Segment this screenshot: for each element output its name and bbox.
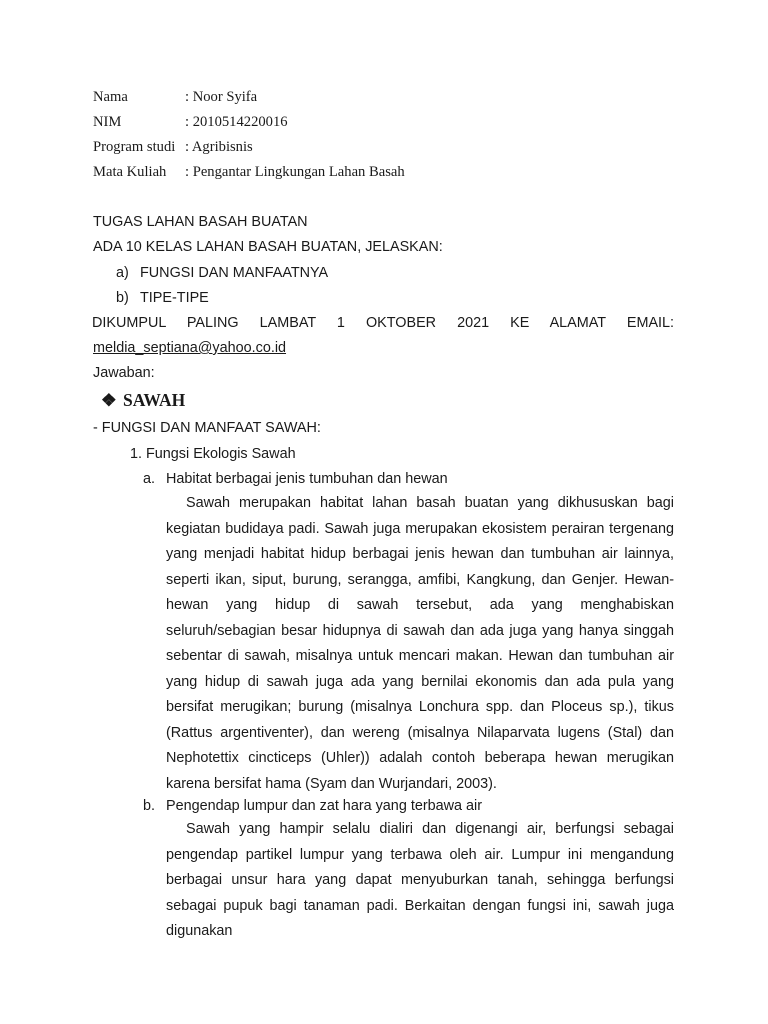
list-marker-a: a) xyxy=(116,265,129,281)
diamond-bullet-icon: ❖ xyxy=(101,390,117,410)
paragraph-pengendap xyxy=(166,817,674,945)
info-label-nama: Nama xyxy=(93,89,128,105)
deadline-word: EMAIL: xyxy=(626,315,675,331)
point-title-a: Habitat berbagai jenis tumbuhan dan hewan xyxy=(166,471,448,487)
info-value-mata-kuliah: : Pengantar Lingkungan Lahan Basah xyxy=(185,164,405,180)
deadline-word: KE xyxy=(510,315,530,331)
point-marker-a: a. xyxy=(143,471,156,487)
list-item-tipe: TIPE-TIPE xyxy=(140,290,209,306)
email-link[interactable]: meldia_septiana@yahoo.co.id xyxy=(93,340,287,356)
deadline-word: DIKUMPUL xyxy=(92,315,166,331)
section-heading-text: SAWAH xyxy=(123,390,186,410)
point-title-b: Pengendap lumpur dan zat hara yang terbawa air xyxy=(166,798,483,814)
point-marker-b: b. xyxy=(143,798,156,814)
info-label-program-studi: Program studi xyxy=(93,139,176,155)
deadline-line xyxy=(92,314,674,332)
section-subheading: - FUNGSI DAN MANFAAT SAWAH: xyxy=(93,420,321,436)
answer-label: Jawaban: xyxy=(93,365,155,381)
info-label-nim: NIM xyxy=(93,114,122,130)
info-value-program-studi: : Agribisnis xyxy=(185,139,253,155)
paragraph-text: Sawah merupakan habitat lahan basah buatan yang dikhususkan bagi kegiatan budidaya padi. Sawah juga merupakan ekosistem perairan tergenang yang menjadi habitat hidup berbagai jenis hewan dan tumbuhan air lainnya, seperti ikan, siput, burung, serangga, amfibi, Kangkung, dan Genjer. Hewan-hewan yang hidup di sawah tersebut, ada yang menghabiskan seluruh/sebagian besar hidupnya di sawah dan ada juga yang hanya singgah sebentar di sawah, misalnya untuk mencari makan. Hewan dan tumbuhan air yang hidup di sawah juga ada yang bernilai ekonomis dan ada pula yang bersifat merugikan; burung (misalnya Lonchura spp. dan Ploceus sp.), tikus (Rattus argentiventer), dan wereng (misalnya Nilaparvata lugens (Stal) dan Nephotettix cincticeps (Uhler)) adalah contoh beberapa hewan merugikan karena bersifat hama (Syam dan Wurjandari, 2003). xyxy=(166,495,674,792)
deadline-word: OKTOBER xyxy=(365,315,437,331)
deadline-word: 2021 xyxy=(457,315,490,331)
deadline-word: LAMBAT xyxy=(259,315,316,331)
info-value-nama: : Noor Syifa xyxy=(185,89,258,105)
assignment-title: TUGAS LAHAN BASAH BUATAN xyxy=(93,214,308,230)
deadline-word: 1 xyxy=(336,315,345,331)
list-item-fungsi: FUNGSI DAN MANFAATNYA xyxy=(140,265,329,281)
info-value-nim: : 2010514220016 xyxy=(185,114,288,130)
list-marker-b: b) xyxy=(116,290,129,306)
paragraph-text: Sawah yang hampir selalu dialiri dan digenangi air, berfungsi sebagai pengendap partikel lumpur yang terbawa oleh air. Lumpur ini mengandung berbagai unsur hara yang dapat menyuburkan tanah, sehingga berfungsi sebagai pupuk bagi tanaman padi. Berkaitan dengan fungsi ini, sawah juga digunakan xyxy=(166,821,674,939)
section-heading xyxy=(101,390,185,410)
info-label-mata-kuliah: Mata Kuliah xyxy=(93,164,167,180)
numbered-heading: 1. Fungsi Ekologis Sawah xyxy=(130,446,296,462)
paragraph-habitat xyxy=(166,491,674,797)
assignment-question: ADA 10 KELAS LAHAN BASAH BUATAN, JELASKAN: xyxy=(93,239,443,255)
deadline-word: ALAMAT xyxy=(549,315,606,331)
deadline-word: PALING xyxy=(186,315,239,331)
